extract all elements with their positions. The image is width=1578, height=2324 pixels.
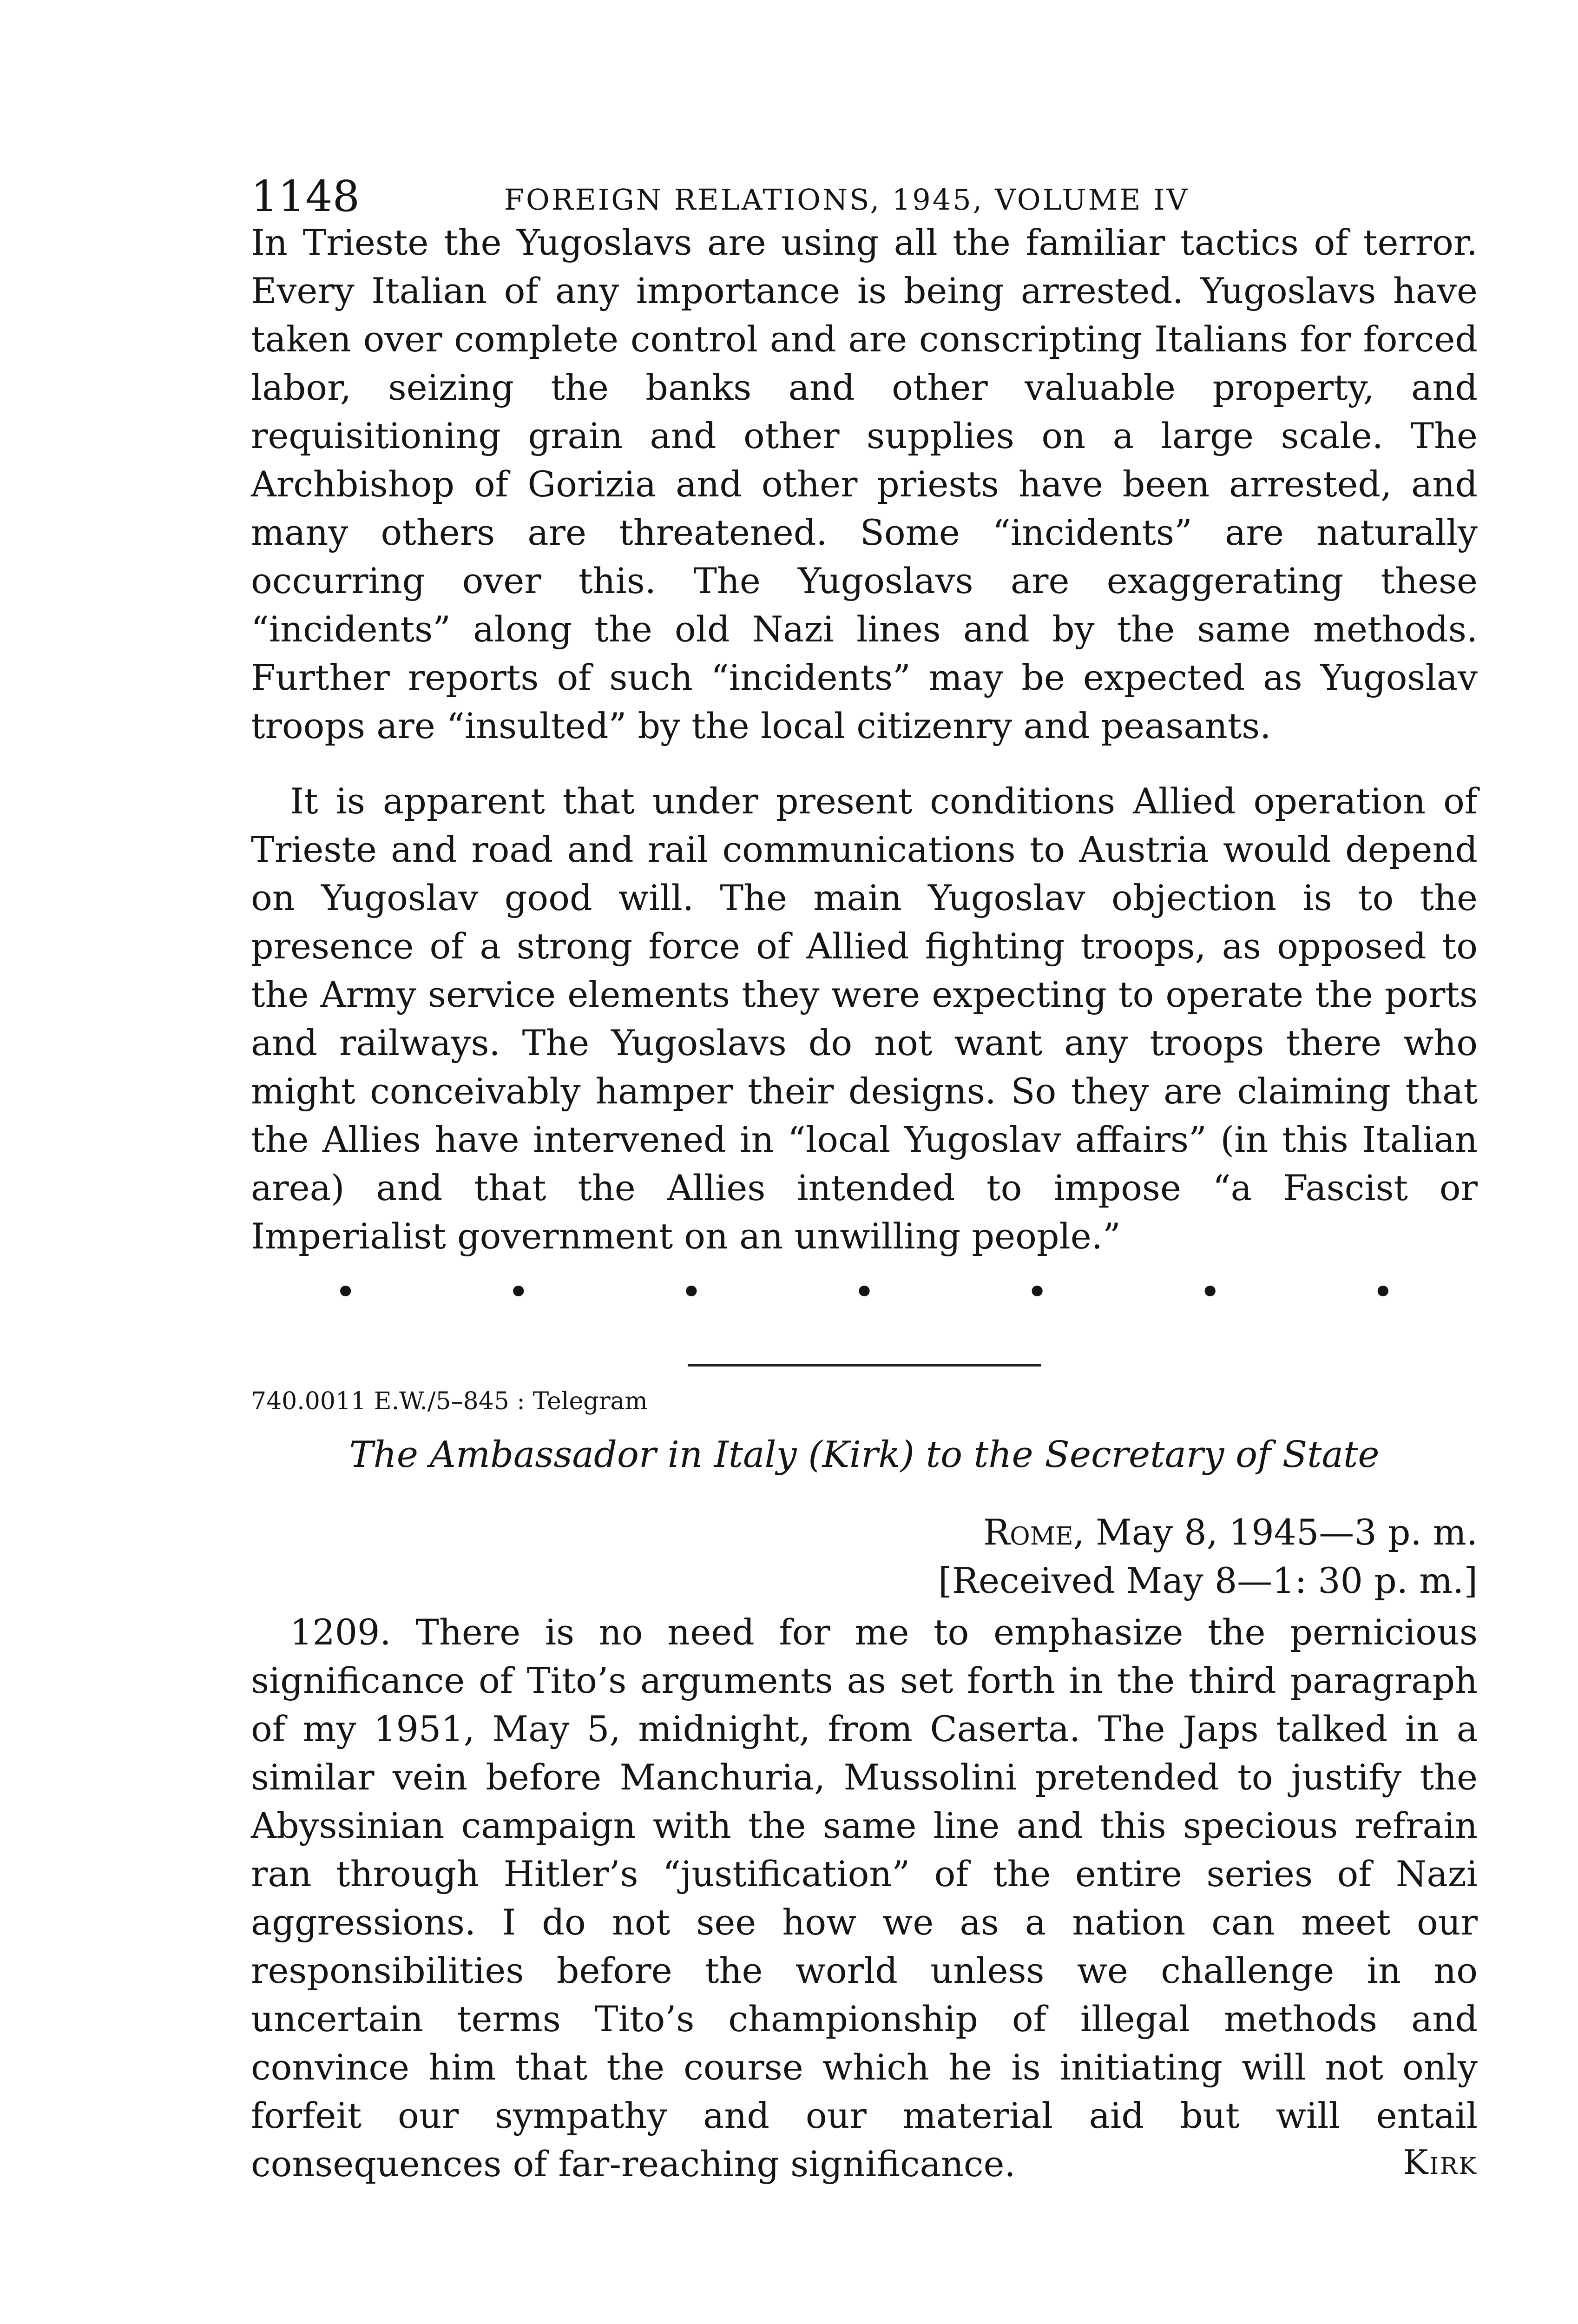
page-number: 1148 bbox=[251, 172, 360, 221]
ellipsis-dot: • bbox=[1199, 1270, 1221, 1314]
telegram-body: 1209. There is no need for me to emphasize the pernicious significance of Tito’s arguments as set forth in the third paragraph of my 1951, May 5, midnight, from Caserta. The Japs talked in a similar vein before Manchuria, Mussolini pretended to justify the Abyssinian campaign with the same line and this specious refrain ran through Hitler’s “justification” of the entire series of Nazi aggressions. I do not see how we as a nation can meet our responsibilities before the world unless we challenge in no uncertain terms Tito’s championship of illegal methods and convince him that the course which he is initiating will not only forfeit our sympathy and our material aid but will entail consequences of far-reaching significance. bbox=[251, 1611, 1478, 2185]
running-title: FOREIGN RELATIONS, 1945, VOLUME IV bbox=[504, 183, 1190, 217]
section-divider bbox=[688, 1364, 1041, 1367]
dateline bbox=[938, 1508, 1478, 1605]
ellipsis-dot: • bbox=[1026, 1270, 1048, 1314]
ellipsis-dot: • bbox=[1372, 1270, 1394, 1314]
ellipsis-dot: • bbox=[335, 1270, 357, 1314]
omission-ellipsis bbox=[335, 1269, 1394, 1315]
ellipsis-dot: • bbox=[680, 1270, 703, 1314]
ellipsis-dot: • bbox=[507, 1270, 530, 1314]
paragraph-trieste-terror: In Trieste the Yugoslavs are using all the familiar tactics of terror. Every Italian of any importance is being arrested. Yugoslavs have taken over complete control and are conscripting Italians for forced labor, seizing the banks and other valuable property, and requisitioning grain and other supplies on a large scale. The Archbishop of Gorizia and other priests have been arrested, and many others are threatened. Some “incidents” are naturally occurring over this. The Yugoslavs are exaggerating these “incidents” along the old Nazi lines and by the same methods. Further reports of such “incidents” may be expected as Yugoslav troops are “insulted” by the local citizenry and peasants. bbox=[251, 222, 1478, 746]
dateline-place: Rome bbox=[983, 1512, 1073, 1553]
ellipsis-dot: • bbox=[853, 1270, 875, 1314]
document-title: The Ambassador in Italy (Kirk) to the Secretary of State bbox=[349, 1434, 1380, 1476]
dateline-received: [Received May 8—1: 30 p. m.] bbox=[938, 1560, 1478, 1601]
paragraph-allied-operation: It is apparent that under present conditions Allied operation of Trieste and road and rail communications to Austria would depend on Yugoslav good will. The main Yugoslav objection is to the presence of a strong force of Allied fighting troops, as opposed to the Army service elements they were expecting to operate the ports and railways. The Yugoslavs do not want any troops there who might conceivably hamper their designs. So they are claiming that the Allies have intervened in “local Yugoslav affairs” (in this Italian area) and that the Allies intended to impose “a Fascist or Imperialist government on an unwilling people.” bbox=[251, 780, 1478, 1257]
running-header bbox=[251, 171, 1478, 222]
file-reference: 740.0011 E.W./5–845 : Telegram bbox=[251, 1387, 648, 1415]
dateline-date: , May 8, 1945—3 p. m. bbox=[1073, 1512, 1478, 1553]
signature: Kirk bbox=[1403, 2143, 1478, 2182]
dateline-sent bbox=[938, 1508, 1478, 1557]
